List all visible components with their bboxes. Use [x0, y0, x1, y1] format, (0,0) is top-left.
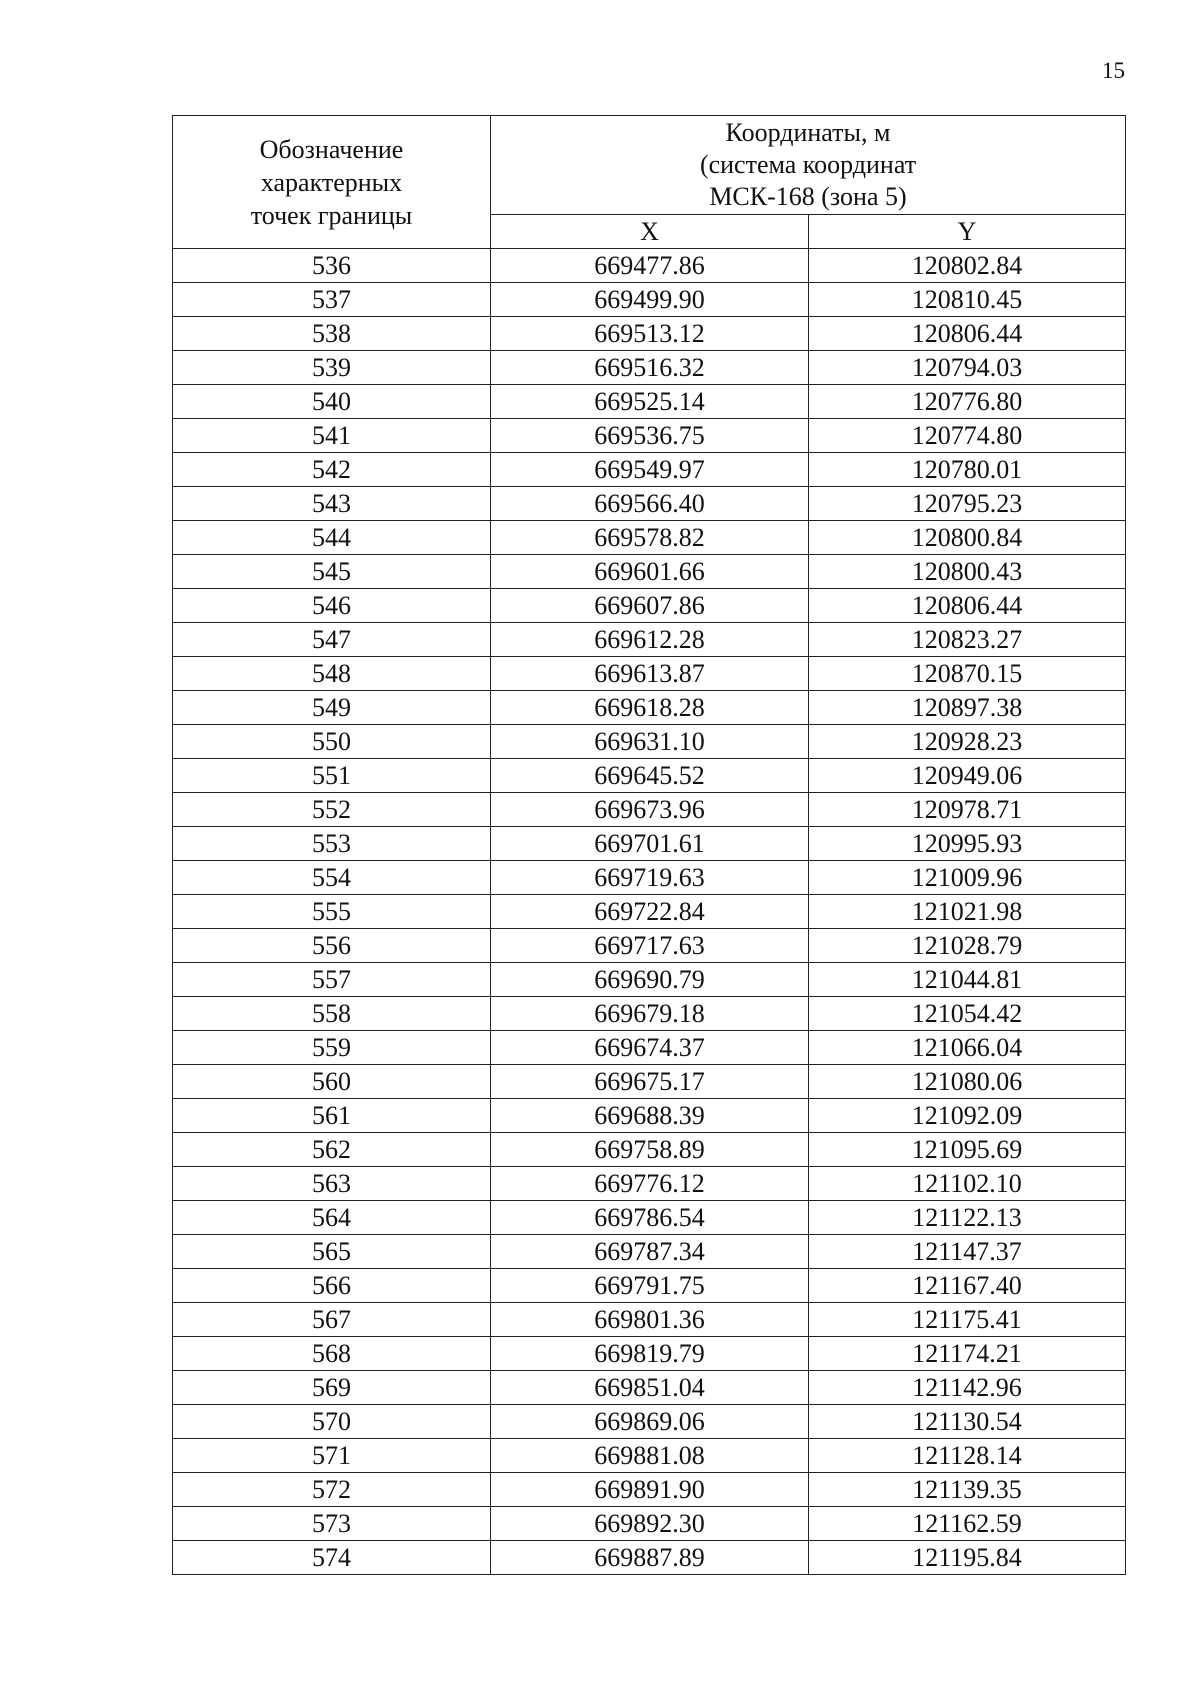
table-row	[173, 895, 1126, 929]
y-coordinate-cell: 120806.44	[809, 589, 1126, 623]
x-coordinate-cell: 669613.87	[491, 657, 809, 691]
table-row	[173, 725, 1126, 759]
point-cell: 545	[173, 555, 491, 589]
x-coordinate-cell: 669513.12	[491, 317, 809, 351]
x-coordinate-cell: 669631.10	[491, 725, 809, 759]
table-row	[173, 691, 1126, 725]
x-coordinate-cell: 669819.79	[491, 1337, 809, 1371]
table-row	[173, 487, 1126, 521]
x-coordinate-cell: 669675.17	[491, 1065, 809, 1099]
x-coordinate-cell: 669887.89	[491, 1541, 809, 1575]
point-cell: 556	[173, 929, 491, 963]
table-row	[173, 521, 1126, 555]
point-cell: 566	[173, 1269, 491, 1303]
point-cell: 539	[173, 351, 491, 385]
table-row	[173, 351, 1126, 385]
x-coordinate-cell: 669516.32	[491, 351, 809, 385]
x-coordinate-cell: 669536.75	[491, 419, 809, 453]
header-line: точек границы	[250, 200, 413, 230]
x-coordinate-cell: 669851.04	[491, 1371, 809, 1405]
table-row	[173, 1235, 1126, 1269]
y-coordinate-cell: 120774.80	[809, 419, 1126, 453]
x-coordinate-cell: 669645.52	[491, 759, 809, 793]
y-coordinate-cell: 120978.71	[809, 793, 1126, 827]
page-number: 15	[1102, 58, 1125, 83]
x-coordinate-cell: 669679.18	[491, 997, 809, 1031]
y-coordinate-cell: 121080.06	[809, 1065, 1126, 1099]
table-row	[173, 1337, 1126, 1371]
point-cell: 548	[173, 657, 491, 691]
x-coordinate-cell: 669891.90	[491, 1473, 809, 1507]
y-coordinate-cell: 120794.03	[809, 351, 1126, 385]
point-cell: 559	[173, 1031, 491, 1065]
point-cell: 568	[173, 1337, 491, 1371]
point-cell: 547	[173, 623, 491, 657]
point-cell: 565	[173, 1235, 491, 1269]
point-cell: 560	[173, 1065, 491, 1099]
point-cell: 562	[173, 1133, 491, 1167]
x-coordinate-cell: 669477.86	[491, 249, 809, 283]
x-coordinate-cell: 669881.08	[491, 1439, 809, 1473]
y-coordinate-cell: 120823.27	[809, 623, 1126, 657]
y-coordinate-cell: 120806.44	[809, 317, 1126, 351]
x-coordinate-cell: 669566.40	[491, 487, 809, 521]
header-line: характерных	[260, 167, 403, 197]
y-coordinate-cell: 120802.84	[809, 249, 1126, 283]
y-coordinate-cell: 121021.98	[809, 895, 1126, 929]
point-cell: 557	[173, 963, 491, 997]
y-coordinate-cell: 120870.15	[809, 657, 1126, 691]
header-line: Координаты, м	[725, 118, 891, 147]
point-cell: 555	[173, 895, 491, 929]
table-row	[173, 997, 1126, 1031]
x-coordinate-cell: 669719.63	[491, 861, 809, 895]
table-row	[173, 589, 1126, 623]
point-cell: 563	[173, 1167, 491, 1201]
y-coordinate-cell: 121195.84	[809, 1541, 1126, 1575]
header-line: (система координат	[699, 150, 917, 179]
y-column-header: Y	[809, 215, 1126, 249]
point-cell: 551	[173, 759, 491, 793]
y-coordinate-cell: 120928.23	[809, 725, 1126, 759]
x-coordinate-cell: 669892.30	[491, 1507, 809, 1541]
point-cell: 541	[173, 419, 491, 453]
table-row	[173, 1269, 1126, 1303]
y-coordinate-cell: 120995.93	[809, 827, 1126, 861]
x-coordinate-cell: 669791.75	[491, 1269, 809, 1303]
x-coordinate-cell: 669717.63	[491, 929, 809, 963]
y-coordinate-cell: 121102.10	[809, 1167, 1126, 1201]
x-coordinate-cell: 669758.89	[491, 1133, 809, 1167]
y-coordinate-cell: 120795.23	[809, 487, 1126, 521]
x-coordinate-cell: 669607.86	[491, 589, 809, 623]
point-cell: 540	[173, 385, 491, 419]
table-row	[173, 1303, 1126, 1337]
y-coordinate-cell: 120776.80	[809, 385, 1126, 419]
table-row	[173, 283, 1126, 317]
x-coordinate-cell: 669869.06	[491, 1405, 809, 1439]
table-row	[173, 827, 1126, 861]
point-cell: 561	[173, 1099, 491, 1133]
table-row	[173, 1541, 1126, 1575]
table-row	[173, 1099, 1126, 1133]
table-row	[173, 419, 1126, 453]
point-cell: 554	[173, 861, 491, 895]
x-coordinate-cell: 669549.97	[491, 453, 809, 487]
table-row	[173, 249, 1126, 283]
table-row	[173, 1473, 1126, 1507]
point-cell: 536	[173, 249, 491, 283]
x-coordinate-cell: 669776.12	[491, 1167, 809, 1201]
table-row	[173, 1031, 1126, 1065]
table-row	[173, 623, 1126, 657]
table-row	[173, 555, 1126, 589]
point-cell: 569	[173, 1371, 491, 1405]
y-coordinate-cell: 121128.14	[809, 1439, 1126, 1473]
point-cell: 537	[173, 283, 491, 317]
y-coordinate-cell: 120897.38	[809, 691, 1126, 725]
y-coordinate-cell: 121122.13	[809, 1201, 1126, 1235]
y-coordinate-cell: 121028.79	[809, 929, 1126, 963]
y-coordinate-cell: 121175.41	[809, 1303, 1126, 1337]
point-cell: 573	[173, 1507, 491, 1541]
y-coordinate-cell: 121054.42	[809, 997, 1126, 1031]
table-header	[173, 116, 1126, 249]
point-cell: 544	[173, 521, 491, 555]
x-column-header: X	[491, 215, 809, 249]
point-cell: 546	[173, 589, 491, 623]
table-row	[173, 453, 1126, 487]
point-cell: 572	[173, 1473, 491, 1507]
point-cell: 550	[173, 725, 491, 759]
table-row	[173, 929, 1126, 963]
point-cell: 567	[173, 1303, 491, 1337]
x-coordinate-cell: 669673.96	[491, 793, 809, 827]
point-cell: 571	[173, 1439, 491, 1473]
table-row	[173, 861, 1126, 895]
y-coordinate-cell: 121162.59	[809, 1507, 1126, 1541]
x-coordinate-cell: 669722.84	[491, 895, 809, 929]
y-coordinate-cell: 120800.84	[809, 521, 1126, 555]
x-coordinate-cell: 669786.54	[491, 1201, 809, 1235]
table-row	[173, 1167, 1126, 1201]
y-coordinate-cell: 121167.40	[809, 1269, 1126, 1303]
y-coordinate-cell: 120780.01	[809, 453, 1126, 487]
x-coordinate-cell: 669578.82	[491, 521, 809, 555]
header-line: Обозначение	[259, 134, 404, 164]
y-coordinate-cell: 121066.04	[809, 1031, 1126, 1065]
y-coordinate-cell: 120800.43	[809, 555, 1126, 589]
point-cell: 558	[173, 997, 491, 1031]
table-row	[173, 1371, 1126, 1405]
point-cell: 542	[173, 453, 491, 487]
x-coordinate-cell: 669612.28	[491, 623, 809, 657]
coordinates-table	[172, 115, 1126, 1575]
y-coordinate-cell: 121092.09	[809, 1099, 1126, 1133]
x-coordinate-cell: 669701.61	[491, 827, 809, 861]
x-coordinate-cell: 669688.39	[491, 1099, 809, 1133]
table-row	[173, 1201, 1126, 1235]
table-row	[173, 1065, 1126, 1099]
point-cell: 543	[173, 487, 491, 521]
x-coordinate-cell: 669601.66	[491, 555, 809, 589]
y-coordinate-cell: 121139.35	[809, 1473, 1126, 1507]
table-row	[173, 1405, 1126, 1439]
y-coordinate-cell: 120949.06	[809, 759, 1126, 793]
point-cell: 564	[173, 1201, 491, 1235]
x-coordinate-cell: 669690.79	[491, 963, 809, 997]
x-coordinate-cell: 669618.28	[491, 691, 809, 725]
table-body	[173, 249, 1126, 1575]
point-cell: 570	[173, 1405, 491, 1439]
point-cell: 549	[173, 691, 491, 725]
point-cell: 574	[173, 1541, 491, 1575]
y-coordinate-cell: 121130.54	[809, 1405, 1126, 1439]
y-coordinate-cell: 121174.21	[809, 1337, 1126, 1371]
point-cell: 553	[173, 827, 491, 861]
y-coordinate-cell: 121142.96	[809, 1371, 1126, 1405]
x-coordinate-cell: 669499.90	[491, 283, 809, 317]
point-cell: 538	[173, 317, 491, 351]
table-row	[173, 657, 1126, 691]
table-row	[173, 1133, 1126, 1167]
table-row	[173, 1439, 1126, 1473]
table-row	[173, 793, 1126, 827]
x-coordinate-cell: 669525.14	[491, 385, 809, 419]
y-coordinate-cell: 121009.96	[809, 861, 1126, 895]
coordinates-header	[491, 116, 1126, 215]
table-row	[173, 317, 1126, 351]
table-row	[173, 759, 1126, 793]
y-coordinate-cell: 121044.81	[809, 963, 1126, 997]
table-row	[173, 1507, 1126, 1541]
header-line: МСК-168 (зона 5)	[709, 182, 907, 211]
x-coordinate-cell: 669674.37	[491, 1031, 809, 1065]
y-coordinate-cell: 121147.37	[809, 1235, 1126, 1269]
y-coordinate-cell: 120810.45	[809, 283, 1126, 317]
x-coordinate-cell: 669787.34	[491, 1235, 809, 1269]
point-cell: 552	[173, 793, 491, 827]
x-coordinate-cell: 669801.36	[491, 1303, 809, 1337]
point-designation-header	[173, 116, 491, 249]
table-row	[173, 385, 1126, 419]
table-row	[173, 963, 1126, 997]
y-coordinate-cell: 121095.69	[809, 1133, 1126, 1167]
